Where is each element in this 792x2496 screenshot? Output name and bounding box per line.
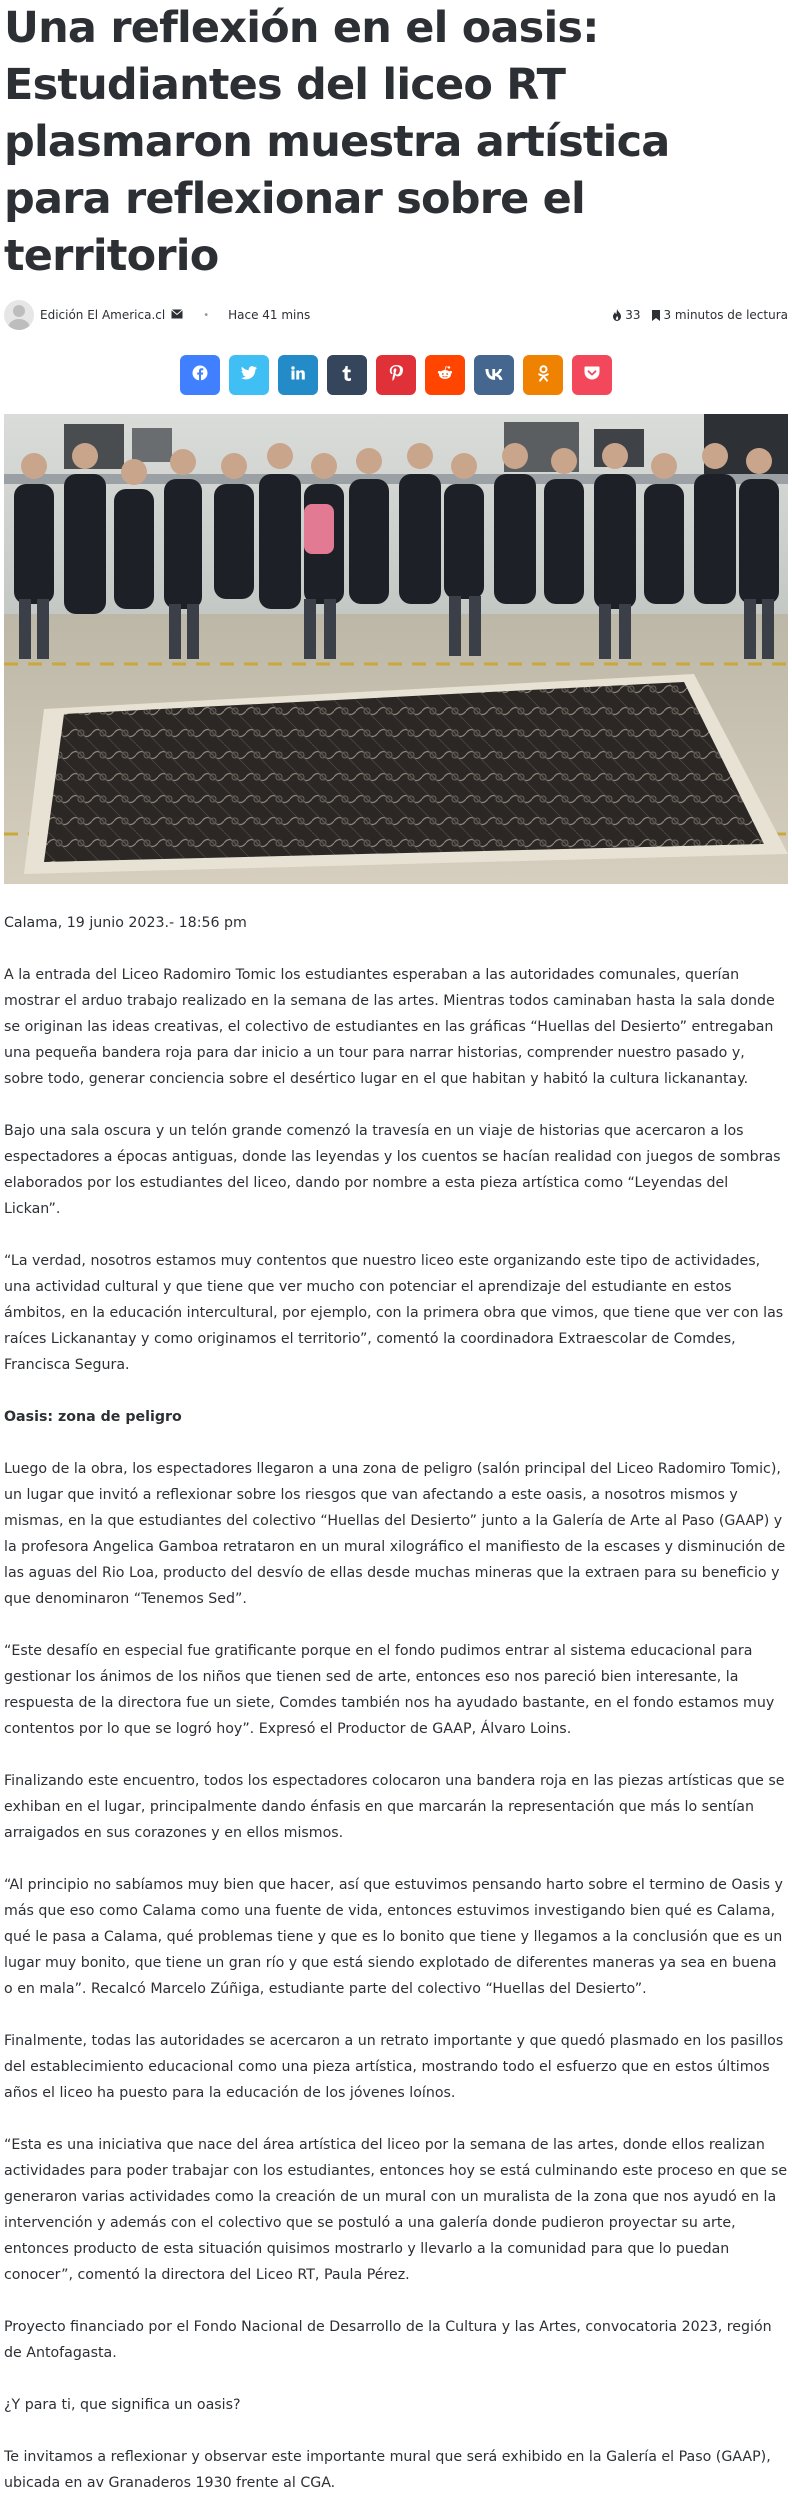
twitter-share-button[interactable]: [229, 355, 269, 395]
paragraph: Luego de la obra, los espectadores llegaron a una zona de peligro (salón principal del Liceo Radomiro Tomic), un lugar que invitó a reflexionar sobre los riesgos que van afectando a este oasis, a nosotros mismos y mismas, en la que estudiantes del colectivo “Huellas del Desierto” junto a la Galería de Arte al Paso (GAAP) y la profesora Angelica Gamboa retrataron en un mural xilográfico el manifiesto de la escases y disminución de las aguas del Rio Loa, producto del desvío de ellas desde muchas mineras que la extraen para su beneficio y que denominaron “Tenemos Sed”.: [4, 1461, 786, 1607]
paragraph: ¿Y para ti, que significa un oasis?: [4, 2397, 241, 2413]
views-count: 33: [625, 308, 641, 322]
bookmark-icon: [652, 310, 660, 321]
featured-image: [4, 414, 788, 884]
facebook-icon: [192, 365, 208, 385]
pocket-icon: [584, 366, 600, 384]
paragraph: Finalizando este encuentro, todos los espectadores colocaron una bandera roja en las piezas artísticas que se exhiban en el lugar, principalmente dando énfasis en que marcarán la representación que más lo sentían arraigados en sus corazones y en ellos mismos.: [4, 1773, 785, 1841]
paragraph: “Al principio no sabíamos muy bien que hacer, así que estuvimos pensando harto sobre el termino de Oasis y más que eso como Calama como una fuente de vida, entonces estuvimos investigando bien qué es Calama, qué le pasa a Calama, qué problemas tiene y que es lo bonito que tiene y llegamos a la conclusión que es un lugar muy bonito, que tiene un gran río y que está siendo explotado de diferentes maneras ya sea en buena o en mala”. Recalcó Marcelo Zúñiga, estudiante parte del colectivo “Huellas del Desierto”.: [4, 1877, 783, 1997]
facebook-share-button[interactable]: [180, 355, 220, 395]
paragraph: Bajo una sala oscura y un telón grande comenzó la travesía en un viaje de historias que acercaron a los espectadores a épocas antiguas, donde las leyendas y los cuentos se hacían realidad con juegos de sombras elaborados por los estudiantes del liceo, dando por nombre a esta pieza artística como “Leyendas del Lickan”.: [4, 1123, 781, 1217]
envelope-icon[interactable]: [171, 309, 183, 322]
read-time-label: 3 minutos de lectura: [663, 308, 788, 322]
meta-separator: •: [203, 309, 210, 321]
section-subtitle: Oasis: zona de peligro: [4, 1409, 182, 1425]
article-meta: [4, 295, 788, 335]
article-body: [4, 910, 788, 2496]
paragraph: “Este desafío en especial fue gratificante porque en el fondo pudimos entrar al sistema educacional para gestionar los ánimos de los niños que tienen sed de arte, entonces eso nos pareció bien interesante, la respuesta de la directora fue un siete, Comdes también nos ha ayudado bastante, en el fondo estamos muy contentos por lo que se logró hoy”. Expresó el Productor de GAAP, Álvaro Loins.: [4, 1643, 775, 1737]
paragraph: Proyecto financiado por el Fondo Nacional de Desarrollo de la Cultura y las Artes, convocatoria 2023, región de Antofagasta.: [4, 2319, 772, 2361]
vk-icon: [485, 366, 503, 384]
odnoklassniki-share-button[interactable]: [523, 355, 563, 395]
paragraph: “La verdad, nosotros estamos muy contentos que nuestro liceo este organizando este tipo de actividades, una actividad cultural y que tiene que ver mucho con potenciar el aprendizaje del estudiante en estos ámbitos, en la educación intercultural, por ejemplo, con la primera obra que vimos, que tiene que ver con las raíces Lickanantay y como originamos el territorio”, comentó la coordinadora Extraescolar de Comdes, Francisca Segura.: [4, 1253, 784, 1373]
tumblr-share-button[interactable]: [327, 355, 367, 395]
paragraph: Finalmente, todas las autoridades se acercaron a un retrato importante y que quedó plasmado en los pasillos del establecimiento educacional como una pieza artística, mostrando todo el esfuerzo que en estos últimos años el liceo ha puesto para la educación de los jóvenes loínos.: [4, 2033, 784, 2101]
pocket-share-button[interactable]: [572, 355, 612, 395]
odnoklassniki-icon: [538, 365, 549, 386]
clock-icon: [221, 308, 222, 322]
pinterest-share-button[interactable]: [376, 355, 416, 395]
paragraph: Te invitamos a reflexionar y observar este importante mural que será exhibido en la Galería el Paso (GAAP), ubicada en av Granaderos 1930 frente al CGA.: [4, 2449, 771, 2491]
paragraph: “Esta es una iniciativa que nace del área artística del liceo por la semana de las artes, donde ellos realizan actividades para poder trabajar con los estudiantes, entonces hoy se está culminando este proceso en que se generaron varias actividades como la creación de un mural con un muralista de la zona que nos ayudó en la intervención y además con el colectivo que se postuló a una galería donde pudieron proyectar su arte, entonces producto de esta situación quisimos mostrarlo y llevarlo a la comunidad para que lo puedan conocer”, comentó la directora del Liceo RT, Paula Pérez.: [4, 2137, 788, 2283]
author-avatar[interactable]: [4, 300, 34, 330]
linkedin-icon: [291, 366, 305, 384]
pinterest-icon: [389, 365, 403, 385]
twitter-icon: [241, 366, 257, 384]
post-stats: [612, 308, 788, 322]
views-counter: [612, 308, 640, 322]
reddit-icon: [437, 366, 453, 384]
author-name[interactable]: Edición El America.cl: [40, 308, 166, 322]
reddit-share-button[interactable]: [425, 355, 465, 395]
article-title: Una reflexión en el oasis: Estudiantes del liceo RT plasmaron muestra artística para reflexionar sobre el territorio: [4, 3, 670, 281]
share-buttons: [4, 355, 788, 395]
author-info: [4, 300, 310, 330]
linkedin-share-button[interactable]: [278, 355, 318, 395]
tumblr-icon: [342, 366, 352, 385]
post-time: Hace 41 mins: [228, 308, 311, 322]
read-time: [652, 308, 788, 322]
paragraph: A la entrada del Liceo Radomiro Tomic los estudiantes esperaban a las autoridades comunales, querían mostrar el arduo trabajo realizado en la semana de las artes. Mientras todos caminaban hasta la sala donde se originan las ideas creativas, el colectivo de estudiantes en las gráficas “Huellas del Desierto” entregaban una pequeña bandera roja para dar inicio a un tour para narrar historias, comprender nuestro pasado y, sobre todo, generar conciencia sobre el desértico lugar en el que habitan y habitó la cultura lickanantay.: [4, 967, 775, 1087]
fire-icon: [612, 309, 622, 321]
vk-share-button[interactable]: [474, 355, 514, 395]
dateline: Calama, 19 junio 2023.- 18:56 pm: [4, 915, 247, 931]
